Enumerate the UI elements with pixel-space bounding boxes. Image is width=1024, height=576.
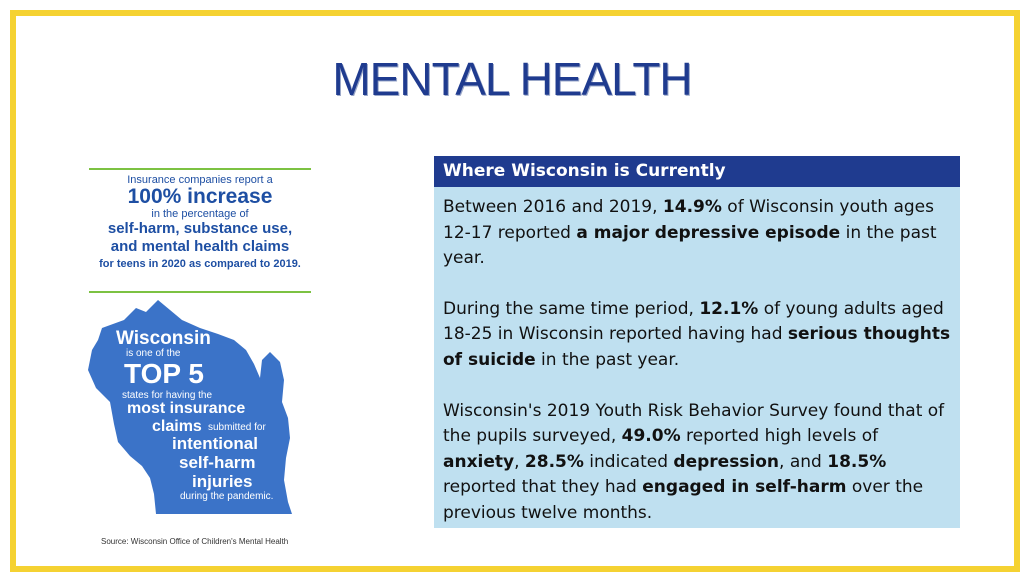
map-line-6b: submitted for <box>208 422 266 433</box>
stat-value: 14.9% <box>662 197 722 217</box>
page-title: MENTAL HEALTH <box>332 53 692 105</box>
stat-value: 28.5% <box>524 451 584 472</box>
wisconsin-stats-panel <box>434 156 960 528</box>
stat-term: depression <box>673 451 780 472</box>
paragraph-depression <box>443 195 952 272</box>
stat-intro: Insurance companies report a <box>127 174 273 186</box>
wisconsin-map-text <box>84 298 316 518</box>
map-top5: TOP 5 <box>124 358 204 389</box>
text: of young adults aged 18-25 in Wisconsin reported having had <box>443 298 944 345</box>
insurance-stat-block <box>89 170 311 270</box>
text: Between 2016 and 2019, <box>443 197 663 217</box>
stat-categories-2: and mental health claims <box>110 238 290 255</box>
text: indicated <box>583 451 674 472</box>
stat-term: engaged in self-harm <box>642 477 847 498</box>
text: in the past year. <box>535 349 680 370</box>
map-line-7: intentional <box>172 434 258 453</box>
source-citation: Source: Wisconsin Office of Children's Mental Health <box>101 537 289 546</box>
stat-value: 12.1% <box>699 298 759 319</box>
map-line-4: states for having the <box>122 390 213 401</box>
stat-term: anxiety <box>443 451 515 472</box>
stat-period: for teens in 2020 as compared to 2019. <box>99 258 301 270</box>
text: , and <box>779 451 828 472</box>
map-line-10: during the pandemic. <box>180 491 274 502</box>
text: Wisconsin's 2019 Youth Risk Behavior Survey found that of the pupils surveyed, <box>443 400 945 447</box>
stat-sub: in the percentage of <box>151 208 249 220</box>
stat-headline: 100% increase <box>127 185 273 208</box>
paragraph-survey <box>443 399 952 527</box>
paragraph-suicide <box>443 297 952 374</box>
panel-heading: Where Wisconsin is Currently <box>434 156 960 187</box>
map-line-8: self-harm <box>179 453 256 472</box>
stat-term: a major depressive episode <box>576 222 841 243</box>
map-line-6a: claims <box>152 418 202 435</box>
panel-body <box>434 187 960 527</box>
text: reported high levels of <box>680 426 879 447</box>
text: reported that they had <box>443 477 643 498</box>
map-line-5: most insurance <box>127 400 246 417</box>
map-line-9: injuries <box>192 472 253 491</box>
stat-value: 18.5% <box>827 451 887 472</box>
stat-term: serious thoughts of suicide <box>443 324 951 370</box>
text: over the previous twelve months. <box>443 477 924 523</box>
text: in the past year. <box>443 222 937 269</box>
text: , <box>514 451 525 472</box>
stat-value: 49.0% <box>621 426 681 447</box>
text: of Wisconsin youth ages 12-17 reported <box>443 197 934 243</box>
stat-categories-1: self-harm, substance use, <box>107 220 293 237</box>
map-line-2: is one of the <box>126 348 181 359</box>
map-state: Wisconsin <box>116 328 211 349</box>
text: During the same time period, <box>443 298 700 319</box>
bottom-divider <box>89 291 311 293</box>
